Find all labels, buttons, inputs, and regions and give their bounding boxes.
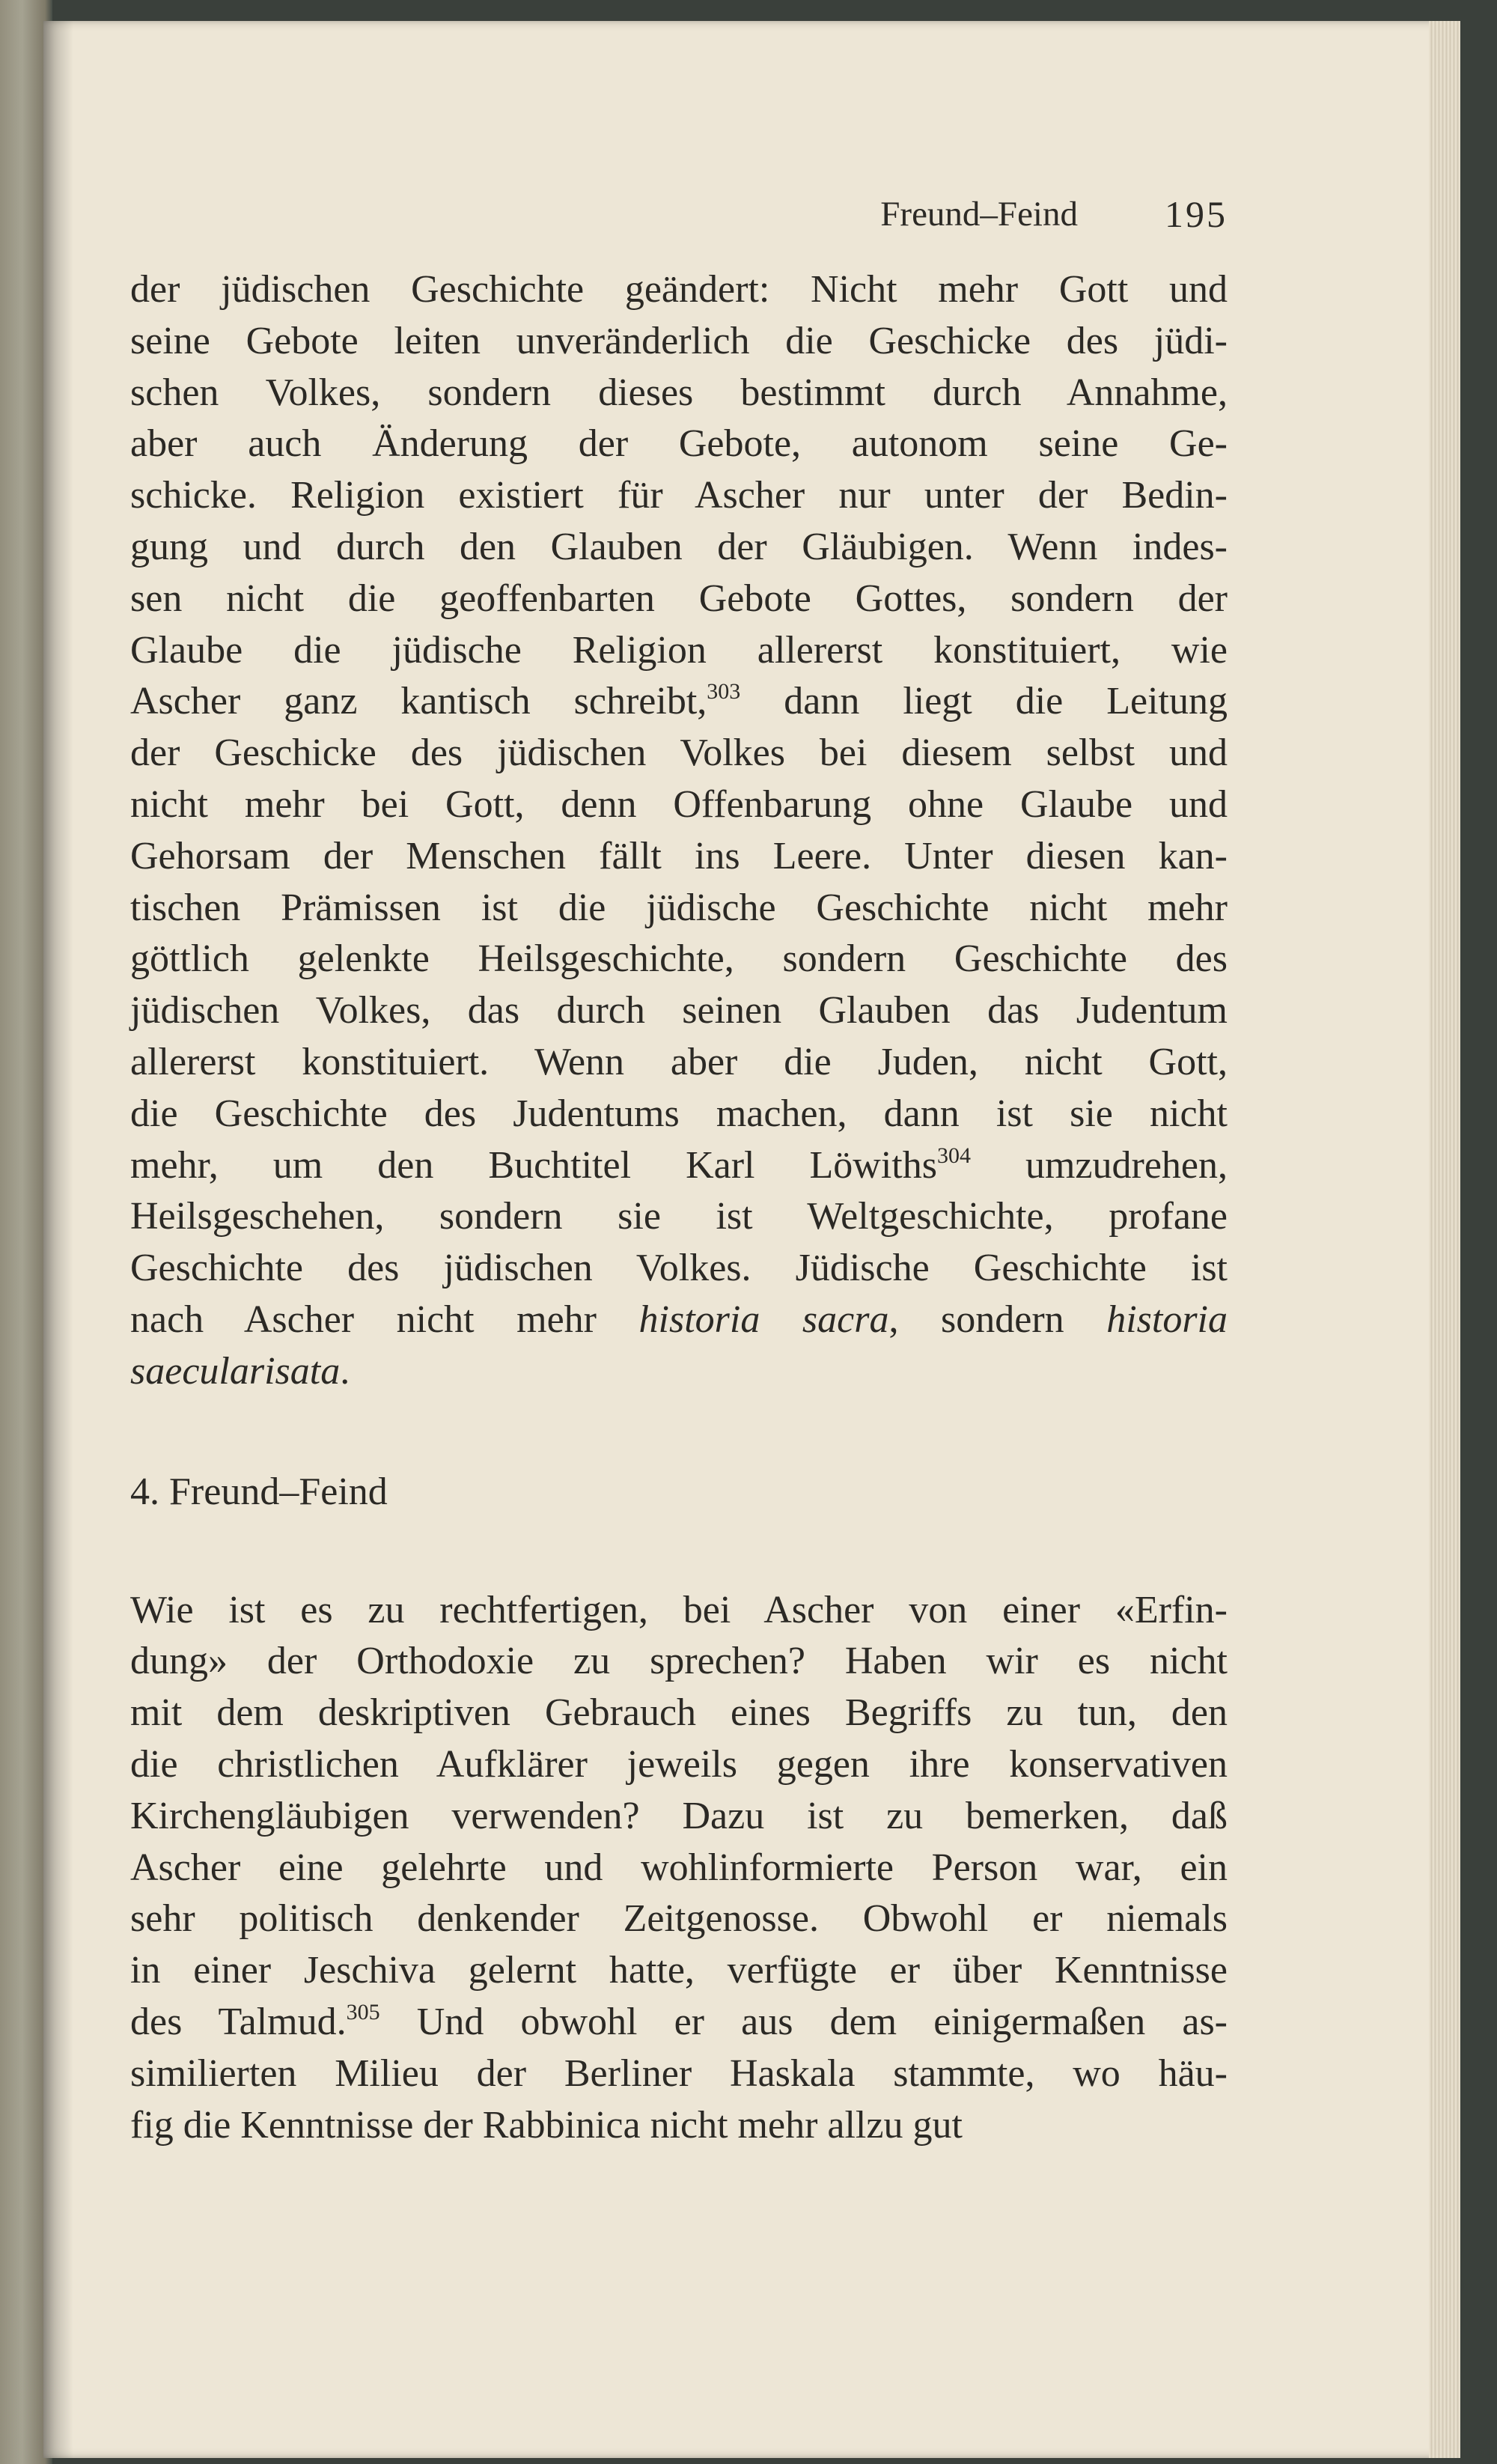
text-line: [130, 470, 1228, 522]
text-line: [130, 779, 1228, 831]
italic-text: historia sacra: [638, 1298, 889, 1341]
text-block: [130, 264, 1228, 2151]
line-text: .: [340, 1349, 350, 1393]
line-text: gung und durch den Glauben der Gläubigen. Wenn indes-: [130, 525, 1228, 568]
text-line: [130, 1636, 1228, 1688]
text-line: [130, 1843, 1228, 1894]
page-number: 195: [1165, 193, 1228, 235]
line-text: Ascher ganz kantisch schreibt,: [130, 680, 707, 723]
line-text: , sondern: [888, 1298, 1107, 1341]
line-text: des Talmud.: [130, 2000, 347, 2043]
text-line: [130, 1791, 1228, 1843]
line-text: mit dem deskriptiven Gebrauch eines Begriffs zu tun, den: [130, 1691, 1228, 1735]
line-text: tischen Prämissen ist die jüdische Geschichte nicht mehr: [130, 886, 1228, 929]
text-line: [130, 574, 1228, 625]
text-line: [130, 985, 1228, 1037]
text-line: [130, 1997, 1228, 2048]
line-text: Geschichte des jüdischen Volkes. Jüdische Geschichte ist: [130, 1247, 1228, 1290]
line-text: dung» der Orthodoxie zu sprechen? Haben wir es nicht: [130, 1640, 1228, 1683]
italic-text: historia: [1106, 1298, 1228, 1341]
text-line: [130, 625, 1228, 677]
text-line: [130, 1585, 1228, 1637]
text-line: [130, 1346, 1228, 1398]
line-text: Gehorsam der Menschen fällt ins Leere. Unter diesen kan-: [130, 834, 1228, 877]
section-heading: 4. Freund–Feind: [130, 1470, 388, 1513]
line-text: Ascher eine gelehrte und wohlinformierte Person war, ein: [130, 1846, 1228, 1889]
line-text: Kirchengläubigen verwenden? Dazu ist zu bemerken, daß: [130, 1794, 1228, 1837]
footnote-ref[interactable]: 303: [707, 679, 741, 705]
line-text: Und obwohl er aus dem einigermaßen as-: [379, 2000, 1228, 2043]
line-text: allererst konstituiert. Wenn aber die Juden, nicht Gott,: [130, 1040, 1228, 1083]
text-line: [130, 522, 1228, 574]
text-line: [130, 728, 1228, 779]
line-text: sen nicht die geoffenbarten Gebote Gottes, sondern der: [130, 577, 1228, 620]
text-line: [130, 934, 1228, 985]
line-text: aber auch Änderung der Gebote, autonom seine Ge-: [130, 422, 1228, 466]
text-line: [130, 1688, 1228, 1739]
line-text: fig die Kenntnisse der Rabbinica nicht mehr allzu gut: [130, 2103, 963, 2147]
text-line: [130, 316, 1228, 368]
text-line: [130, 1089, 1228, 1140]
footnote-ref[interactable]: 305: [346, 1999, 380, 2025]
text-line: [130, 1243, 1228, 1295]
text-line: [130, 1140, 1228, 1192]
text-line: [130, 2100, 1228, 2152]
paragraph-1: [130, 264, 1228, 1398]
running-title: Freund–Feind: [880, 195, 1078, 234]
line-text: der Geschicke des jüdischen Volkes bei diesem selbst und: [130, 731, 1228, 775]
line-text: in einer Jeschiva gelernt hatte, verfügte er über Kenntnisse: [130, 1949, 1228, 1992]
italic-text: saecularisata: [130, 1349, 341, 1393]
line-text: schicke. Religion existiert für Ascher nur unter der Bedin-: [130, 474, 1228, 517]
line-text: Glaube die jüdische Religion allererst konstituiert, wie: [130, 628, 1228, 672]
binding-shadow: [43, 21, 73, 2458]
line-text: die Geschichte des Judentums machen, dann ist sie nicht: [130, 1092, 1228, 1135]
text-line: [130, 1945, 1228, 1997]
text-line: [130, 883, 1228, 934]
line-text: nach Ascher nicht mehr: [130, 1298, 639, 1341]
text-line: [130, 264, 1228, 316]
line-text: die christlichen Aufklärer jeweils gegen ihre konservativen: [130, 1742, 1228, 1786]
text-line: [130, 419, 1228, 470]
text-line: [130, 831, 1228, 883]
line-text: schen Volkes, sondern dieses bestimmt durch Annahme,: [130, 371, 1228, 414]
line-text: sehr politisch denkender Zeitgenosse. Obwohl er niemals: [130, 1897, 1228, 1941]
text-line: [130, 1893, 1228, 1945]
line-text: göttlich gelenkte Heilsgeschichte, sondern Geschichte des: [130, 937, 1228, 981]
text-line: [130, 1295, 1228, 1346]
running-header: [43, 184, 1228, 244]
line-text: nicht mehr bei Gott, denn Offenbarung ohne Glaube und: [130, 782, 1228, 826]
line-text: der jüdischen Geschichte geändert: Nicht mehr Gott und: [130, 268, 1228, 311]
book-page: [43, 21, 1460, 2458]
text-line: [130, 676, 1228, 728]
page-fore-edge: [1429, 21, 1460, 2458]
line-text: mehr, um den Buchtitel Karl Löwiths: [130, 1143, 937, 1187]
line-text: Wie ist es zu rechtfertigen, bei Ascher von einer «Erfin-: [130, 1588, 1228, 1631]
line-text: similierten Milieu der Berliner Haskala stammte, wo häu-: [130, 2051, 1228, 2095]
footnote-ref[interactable]: 304: [936, 1143, 971, 1168]
text-line: [130, 2048, 1228, 2100]
text-line: [130, 1739, 1228, 1791]
line-text: seine Gebote leiten unveränderlich die Geschicke des jüdi-: [130, 319, 1228, 362]
text-line: [130, 1191, 1228, 1243]
paragraph-2: [130, 1585, 1228, 2152]
line-text: dann liegt die Leitung: [740, 680, 1228, 723]
line-text: umzudrehen,: [970, 1143, 1228, 1187]
line-text: jüdischen Volkes, das durch seinen Glauben das Judentum: [130, 989, 1228, 1032]
line-text: Heilsgeschehen, sondern sie ist Weltgeschichte, profane: [130, 1195, 1228, 1238]
text-line: [130, 368, 1228, 419]
text-line: [130, 1037, 1228, 1089]
